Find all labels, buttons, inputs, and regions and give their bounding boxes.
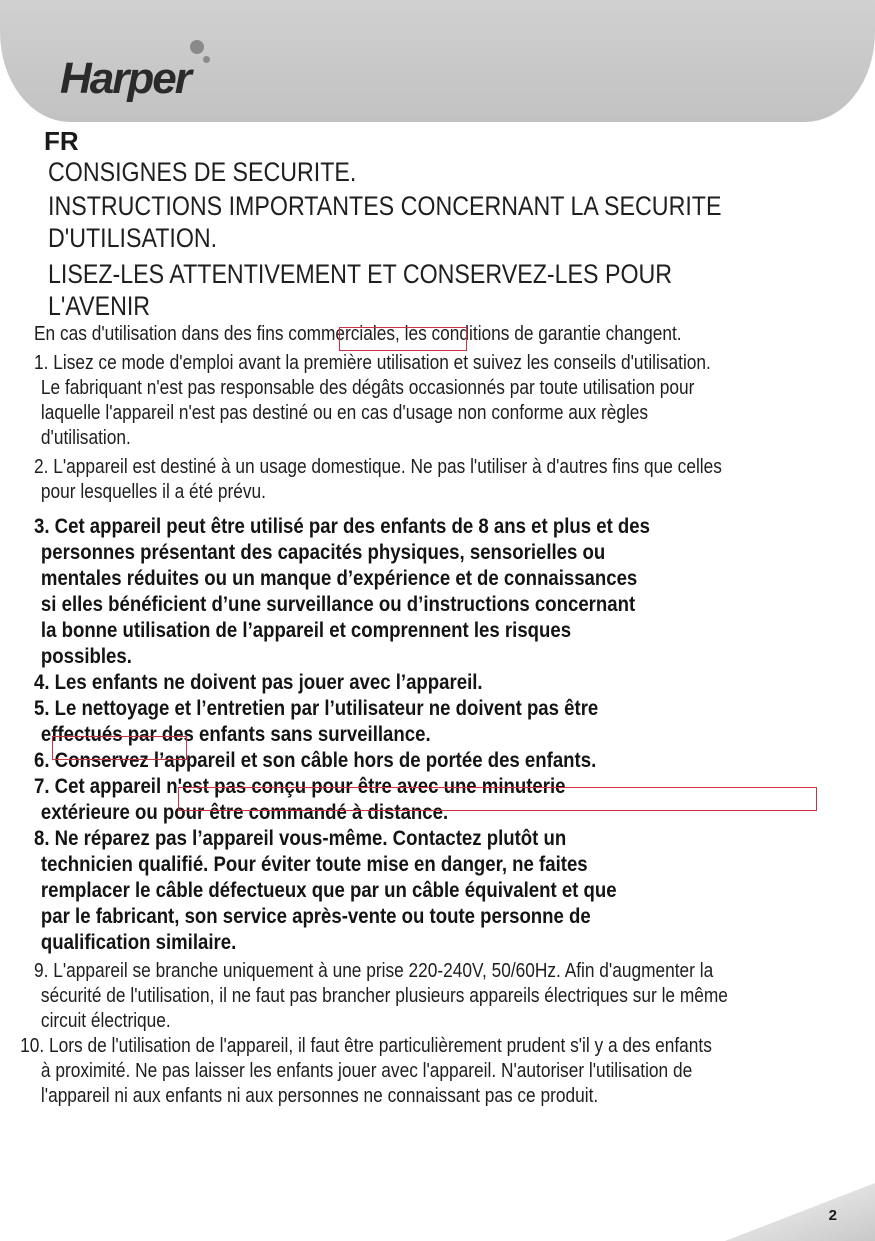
item-8-line: par le fabricant, son service après-vente ou toute personne de	[40, 904, 591, 928]
page-number: 2	[828, 1207, 837, 1224]
item-3-line: personnes présentant des capacités physiques, sensorielles ou	[40, 540, 606, 564]
instructions-body	[20, 322, 864, 1109]
item-10	[20, 1034, 864, 1109]
title-line-4-text: LISEZ-LES ATTENTIVEMENT ET CONSERVEZ-LES POUR	[48, 259, 673, 289]
item-7	[34, 773, 864, 825]
page-corner-fold	[725, 1183, 875, 1241]
title-line-5-text: L'AVENIR	[48, 291, 151, 321]
item-3	[34, 513, 864, 669]
item-2-line: 2. L'appareil est destiné à un usage domestique. Ne pas l'utiliser à d'autres fins que celles	[34, 456, 722, 478]
title-line-1: CONSIGNES DE SECURITE.	[48, 157, 357, 187]
item-8-line: qualification similaire.	[40, 930, 237, 954]
title-line-3-text: D'UTILISATION.	[48, 223, 218, 253]
item-8-line: remplacer le câble défectueux que par un câble équivalent et que	[40, 878, 617, 902]
item-3-line: mentales réduites ou un manque d’expérience et de connaissances	[40, 566, 638, 590]
item-2-line: pour lesquelles il a été prévu.	[40, 481, 266, 503]
item-9	[34, 959, 864, 1034]
item-9-line: sécurité de l'utilisation, il ne faut pas brancher plusieurs appareils électriques sur le même	[40, 985, 728, 1007]
item-4	[34, 669, 864, 695]
item-2	[34, 455, 864, 505]
item-5-line: 5. Le nettoyage et l’entretien par l’utilisateur ne doivent pas être	[34, 696, 599, 720]
item-8-line: technicien qualifié. Pour éviter toute mise en danger, ne faites	[40, 852, 588, 876]
item-10-line: à proximité. Ne pas laisser les enfants jouer avec l'appareil. N'autoriser l'utilisation de	[40, 1060, 693, 1082]
item-8	[34, 825, 864, 955]
title-line-2-text: INSTRUCTIONS IMPORTANTES CONCERNANT LA SECURITE	[48, 191, 722, 221]
item-6	[34, 747, 864, 773]
item-1-line: laquelle l'appareil n'est pas destiné ou en cas d'usage non conforme aux règles	[40, 402, 649, 424]
item-10-line: l'appareil ni aux enfants ni aux personnes ne connaissant pas ce produit.	[40, 1085, 599, 1107]
item-3-line: 3. Cet appareil peut être utilisé par des enfants de 8 ans et plus et des	[34, 514, 650, 538]
item-3-line: la bonne utilisation de l’appareil et comprennent les risques	[40, 618, 572, 642]
item-4-line: 4. Les enfants ne doivent pas jouer avec l’appareil.	[34, 670, 483, 694]
logo-dot-icon	[190, 40, 204, 54]
item-10-line: 10. Lors de l'utilisation de l'appareil, il faut être particulièrement prudent s'il y a des enfants	[20, 1035, 712, 1057]
item-5	[34, 695, 864, 747]
title-line-4	[48, 258, 672, 322]
item-3-line: si elles bénéficient d’une surveillance ou d’instructions concernant	[40, 592, 636, 616]
intro-text: En cas d'utilisation dans des fins commerciales, les conditions de garantie changent.	[34, 323, 682, 345]
language-label: FR	[44, 126, 79, 156]
item-1	[34, 351, 864, 451]
item-8-line: 8. Ne réparez pas l’appareil vous-même. Contactez plutôt un	[34, 826, 567, 850]
item-9-line: circuit électrique.	[40, 1010, 171, 1032]
item-7-line: 7. Cet appareil n'est pas conçu pour être avec une minuterie	[34, 774, 566, 798]
item-3-line: possibles.	[40, 644, 132, 668]
item-5-line: effectués par des enfants sans surveillance.	[40, 722, 431, 746]
logo-dot-small-icon	[203, 56, 210, 63]
item-1-line: Le fabriquant n'est pas responsable des dégâts occasionnés par toute utilisation pour	[40, 377, 695, 399]
brand-logo: Harper	[60, 54, 190, 103]
item-1-line: d'utilisation.	[40, 427, 131, 449]
item-6-line: 6. Conservez l’appareil et son câble hors de portée des enfants.	[34, 748, 597, 772]
item-9-line: 9. L'appareil se branche uniquement à une prise 220-240V, 50/60Hz. Afin d'augmenter la	[34, 960, 714, 982]
item-7-line: extérieure ou pour être commandé à distance.	[40, 800, 449, 824]
item-1-line: 1. Lisez ce mode d'emploi avant la première utilisation et suivez les conseils d'utilisation.	[34, 352, 711, 374]
title-line-2	[48, 190, 721, 254]
